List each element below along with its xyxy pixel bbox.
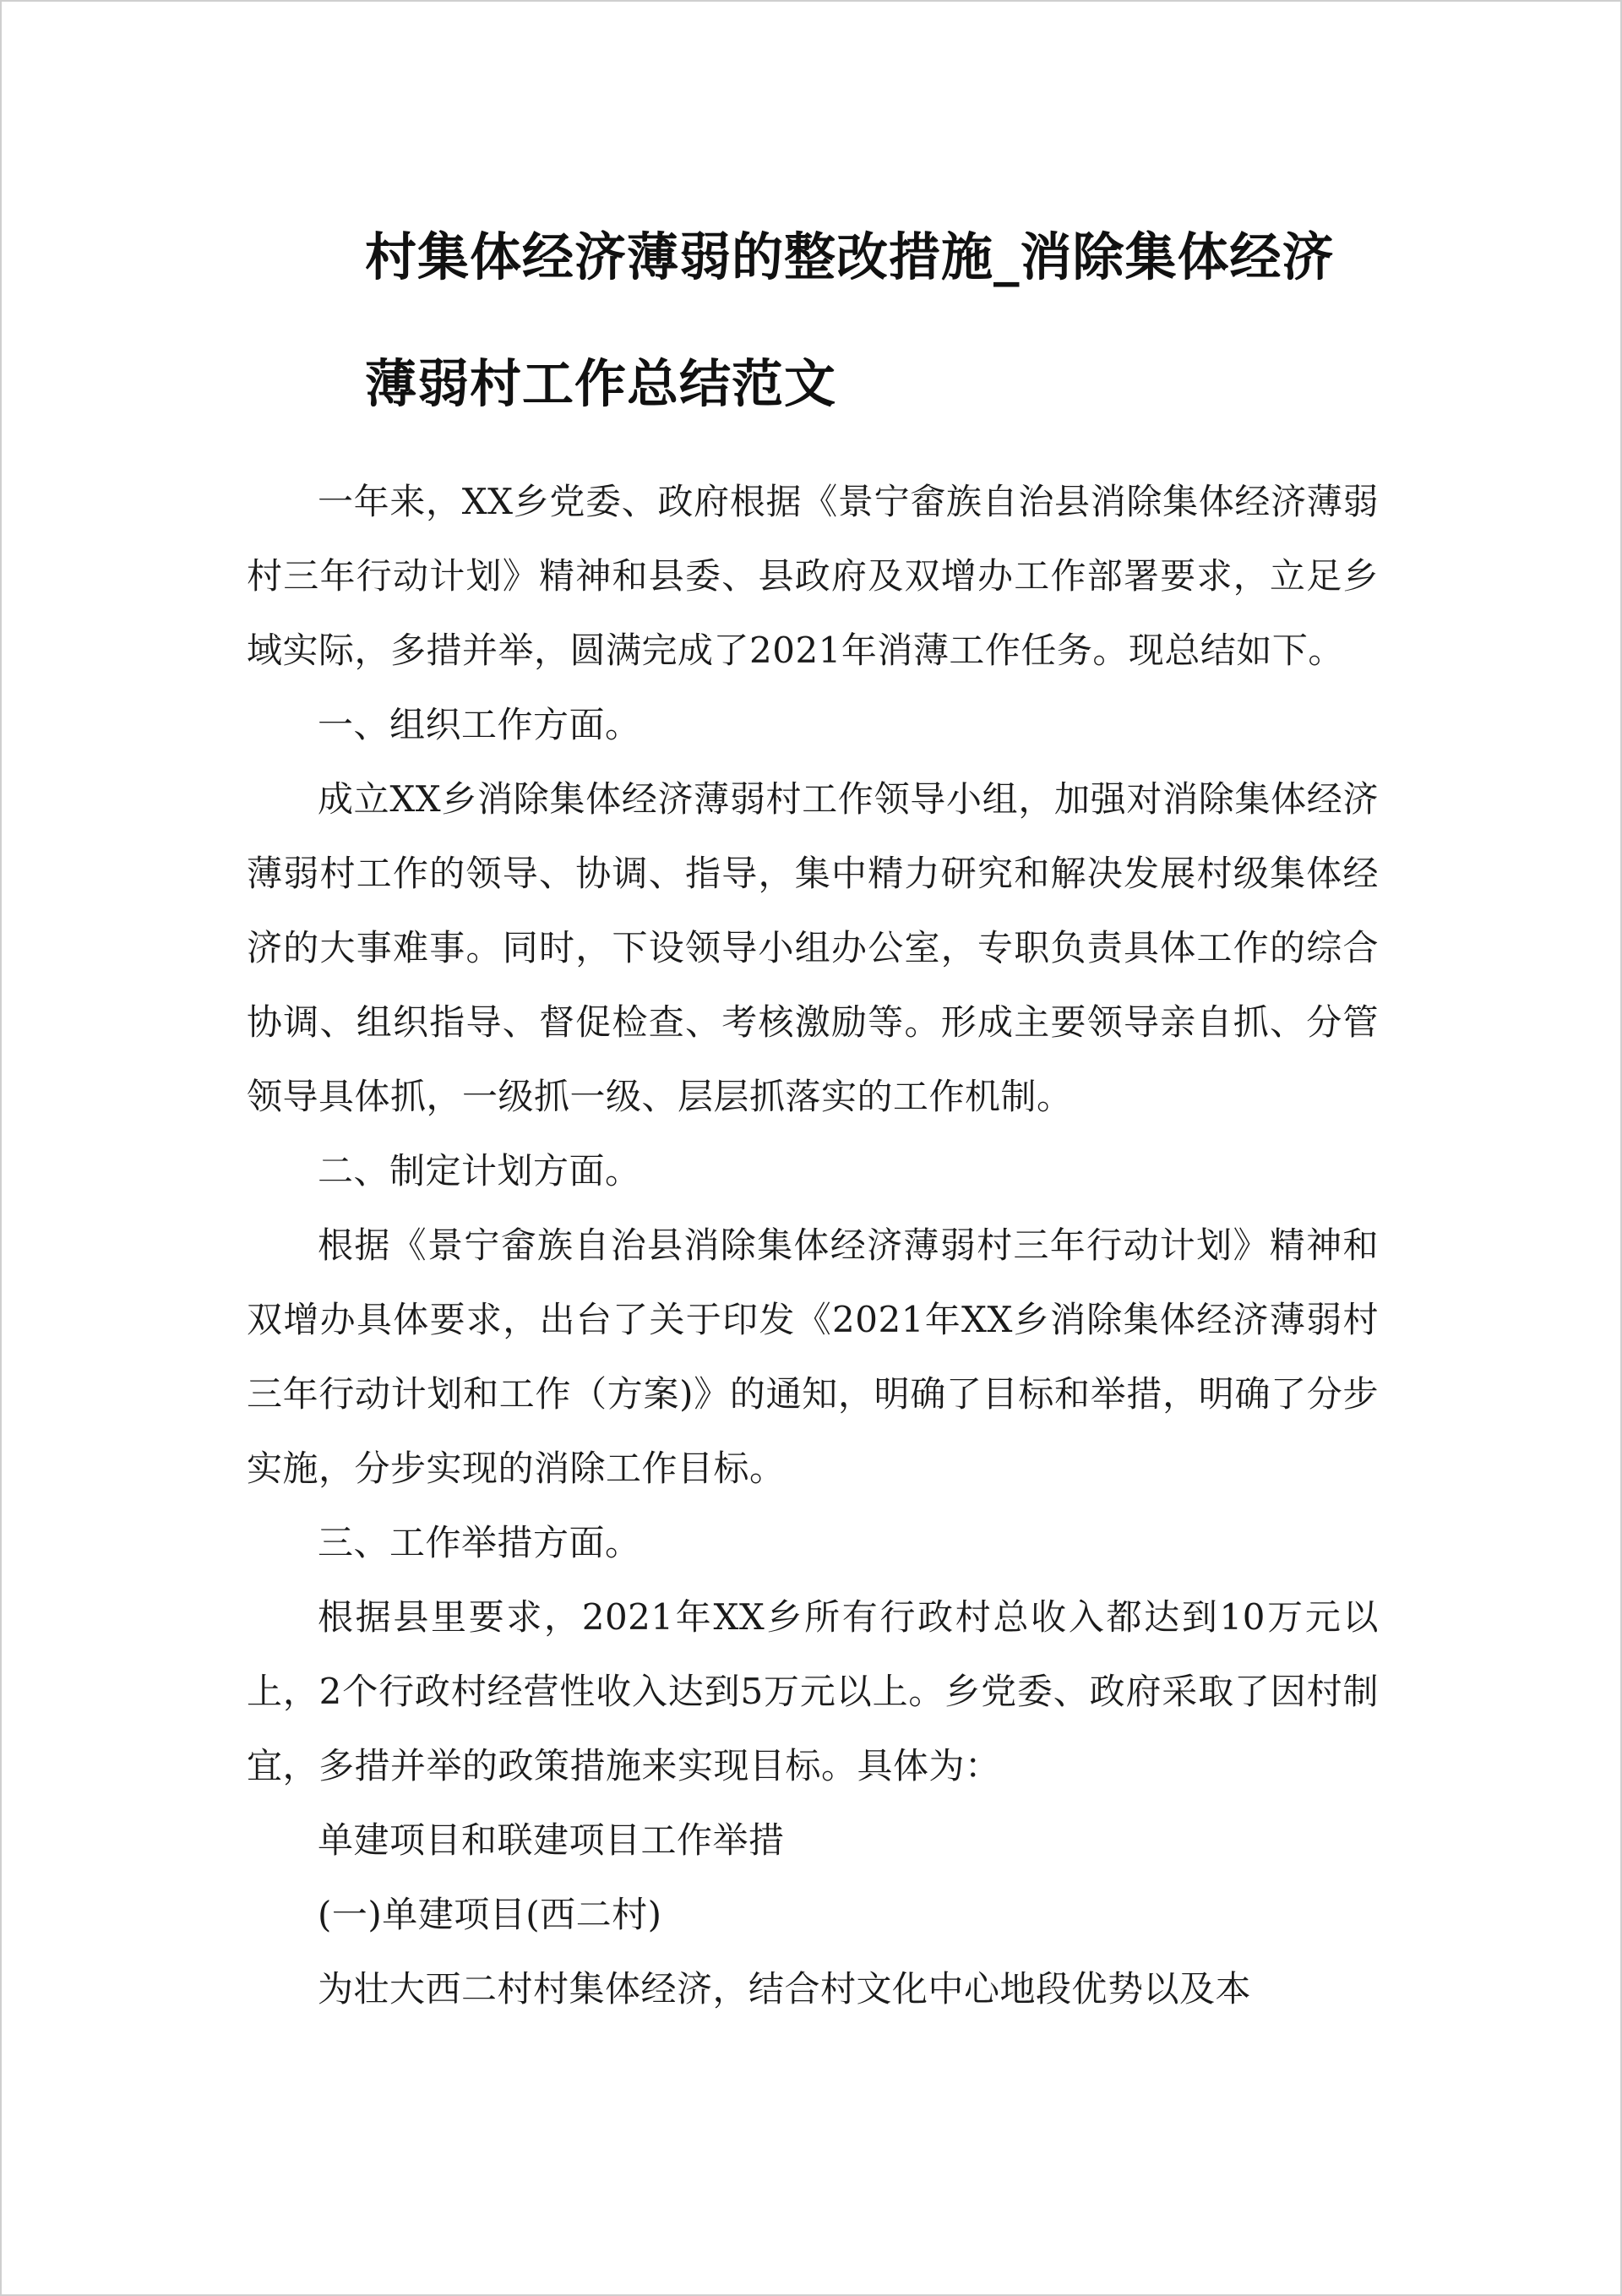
paragraph-measures: 根据县里要求，2021年XX乡所有行政村总收入都达到10万元以上，2个行政村经营性收入达到5万元以上。乡党委、政府采取了因村制宜，多措并举的政策措施来实现目标。具体为： bbox=[247, 1596, 1379, 1786]
section-heading-organization: 一、组织工作方面。 bbox=[318, 704, 641, 745]
subheading-projects: 单建项目和联建项目工作举措 bbox=[318, 1819, 785, 1861]
document-title: 村集体经济薄弱的整改措施_消除集体经济薄弱村工作总结范文 bbox=[365, 227, 1335, 414]
section-heading-measures: 三、工作举措方面。 bbox=[318, 1522, 641, 1563]
subheading-single-project: (一)单建项目(西二村) bbox=[318, 1894, 662, 1935]
paragraph-organization: 成立XX乡消除集体经济薄弱村工作领导小组，加强对消除集体经济薄弱村工作的领导、协调、指导，集中精力研究和解决发展村级集体经济的大事难事。同时，下设领导小组办公室，专职负责具体工作的综合协调、组织指导、督促检查、考核激励等。形成主要领导亲自抓、分管领导具体抓，一级抓一级、层层抓落实的工作机制。 bbox=[247, 778, 1379, 1117]
paragraph-intro: 一年来，XX乡党委、政府根据《景宁畲族自治县消除集体经济薄弱村三年行动计划》精神和县委、县政府及双增办工作部署要求，立足乡域实际，多措并举，圆满完成了2021年消薄工作任务。现总结如下。 bbox=[247, 481, 1379, 671]
paragraph-single-project: 为壮大西二村村集体经济，结合村文化中心地段优势以及本 bbox=[318, 1968, 1252, 2010]
document-body bbox=[247, 465, 1379, 2026]
document-content bbox=[247, 194, 1379, 2026]
section-heading-planning: 二、制定计划方面。 bbox=[318, 1150, 641, 1192]
paragraph-planning: 根据《景宁畲族自治县消除集体经济薄弱村三年行动计划》精神和双增办具体要求，出台了关于印发《2021年XX乡消除集体经济薄弱村三年行动计划和工作（方案)》的通知，明确了目标和举措，明确了分步实施，分步实现的消除工作目标。 bbox=[247, 1224, 1379, 1489]
